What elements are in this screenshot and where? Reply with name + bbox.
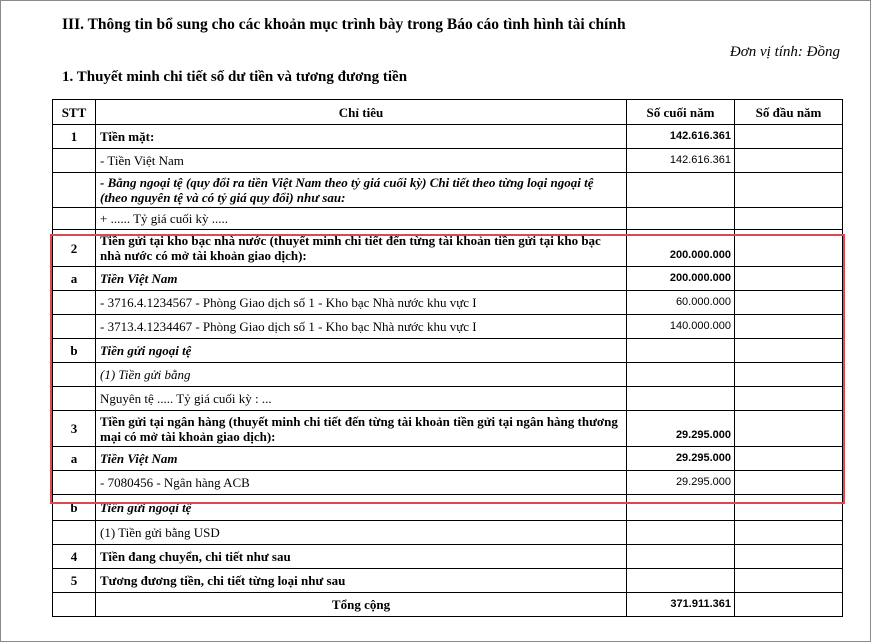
row-stt: a (53, 267, 96, 291)
row-stt (53, 173, 96, 208)
row-end-value (627, 569, 735, 593)
row-end-value (627, 363, 735, 387)
row-begin-value (735, 291, 843, 315)
row-stt (53, 471, 96, 495)
table-row (53, 447, 843, 471)
row-stt: a (53, 447, 96, 471)
row-begin-value (735, 208, 843, 230)
row-begin-value (735, 411, 843, 447)
row-label: Tiền gửi tại kho bạc nhà nước (thuyết minh chi tiết đến từng tài khoản tiền gửi tại kho bạc nhà nước có mở tài khoản giao dịch): (96, 230, 627, 267)
table-row (53, 339, 843, 363)
row-stt (53, 208, 96, 230)
row-label: - 7080456 - Ngân hàng ACB (96, 471, 627, 495)
table-row (53, 471, 843, 495)
table-row (53, 125, 843, 149)
row-begin-value (735, 495, 843, 521)
row-begin-value (735, 545, 843, 569)
row-label: Tiền gửi ngoại tệ (96, 495, 627, 521)
table-row (53, 569, 843, 593)
row-end-value (627, 387, 735, 411)
row-label: + ...... Tỷ giá cuối kỳ ..... (96, 208, 627, 230)
table-row (53, 363, 843, 387)
row-stt (53, 291, 96, 315)
row-begin-value (735, 339, 843, 363)
row-label: Tiền mặt: (96, 125, 627, 149)
row-begin-value (735, 471, 843, 495)
row-stt (53, 149, 96, 173)
row-label: - Bằng ngoại tệ (quy đổi ra tiền Việt Nam theo tỷ giá cuối kỳ) Chi tiết theo từng loại ngoại tệ (theo nguyên tệ và có tỷ giá quy đổi) như sau: (96, 173, 627, 208)
row-end-value: 142.616.361 (627, 149, 735, 173)
row-begin-value (735, 267, 843, 291)
row-stt: 2 (53, 230, 96, 267)
row-stt (53, 363, 96, 387)
row-label: - 3713.4.1234467 - Phòng Giao dịch số 1 - Kho bạc Nhà nước khu vực I (96, 315, 627, 339)
row-label: Nguyên tệ ..... Tỷ giá cuối kỳ : ... (96, 387, 627, 411)
header-end-of-year: Số cuối năm (627, 100, 735, 125)
total-end-value: 371.911.361 (627, 593, 735, 617)
table-row (53, 208, 843, 230)
row-label: Tiền đang chuyển, chi tiết như sau (96, 545, 627, 569)
row-end-value (627, 339, 735, 363)
row-end-value (627, 495, 735, 521)
row-begin-value (735, 569, 843, 593)
total-row (53, 593, 843, 617)
row-end-value: 29.295.000 (627, 411, 735, 447)
row-begin-value (735, 447, 843, 471)
subsection-heading: 1. Thuyết minh chi tiết số dư tiền và tương đương tiền (62, 69, 408, 85)
row-stt: 5 (53, 569, 96, 593)
row-stt: b (53, 495, 96, 521)
table-row (53, 411, 843, 447)
header-indicator: Chỉ tiêu (96, 100, 627, 125)
row-begin-value (735, 230, 843, 267)
table-row (53, 173, 843, 208)
table-row (53, 545, 843, 569)
row-begin-value (735, 387, 843, 411)
row-end-value (627, 521, 735, 545)
row-label: Tiền Việt Nam (96, 267, 627, 291)
total-label: Tổng cộng (96, 593, 627, 617)
row-label: Tương đương tiền, chi tiết từng loại như sau (96, 569, 627, 593)
table-row (53, 387, 843, 411)
table-row (53, 521, 843, 545)
row-end-value (627, 208, 735, 230)
table-row (53, 495, 843, 521)
header-beginning-of-year: Số đầu năm (735, 100, 843, 125)
header-stt: STT (53, 100, 96, 125)
row-stt (53, 387, 96, 411)
row-end-value: 142.616.361 (627, 125, 735, 149)
row-stt (53, 315, 96, 339)
row-label: - Tiền Việt Nam (96, 149, 627, 173)
row-begin-value (735, 315, 843, 339)
table-header-row (53, 100, 843, 125)
row-label: Tiền gửi ngoại tệ (96, 339, 627, 363)
row-end-value: 140.000.000 (627, 315, 735, 339)
row-label: (1) Tiền gửi bằng (96, 363, 627, 387)
total-stt (53, 593, 96, 617)
row-end-value: 29.295.000 (627, 471, 735, 495)
row-begin-value (735, 363, 843, 387)
row-stt (53, 521, 96, 545)
table-row (53, 267, 843, 291)
row-end-value: 200.000.000 (627, 267, 735, 291)
section-heading: III. Thông tin bổ sung cho các khoản mục trình bày trong Báo cáo tình hình tài chính (62, 16, 626, 33)
row-stt: 3 (53, 411, 96, 447)
row-begin-value (735, 125, 843, 149)
row-stt: 4 (53, 545, 96, 569)
cash-balance-table (52, 99, 843, 617)
row-begin-value (735, 149, 843, 173)
row-end-value (627, 545, 735, 569)
row-end-value: 29.295.000 (627, 447, 735, 471)
row-label: Tiền Việt Nam (96, 447, 627, 471)
row-label: Tiền gửi tại ngân hàng (thuyết minh chi tiết đến từng tài khoản tiền gửi tại ngân hàng thương mại có mở tài khoản giao dịch): (96, 411, 627, 447)
row-label: - 3716.4.1234567 - Phòng Giao dịch số 1 - Kho bạc Nhà nước khu vực I (96, 291, 627, 315)
table-row (53, 149, 843, 173)
row-end-value (627, 173, 735, 208)
row-begin-value (735, 173, 843, 208)
total-begin-value (735, 593, 843, 617)
unit-label: Đơn vị tính: Đồng (729, 44, 840, 60)
row-begin-value (735, 521, 843, 545)
table-row (53, 230, 843, 267)
row-label: (1) Tiền gửi bằng USD (96, 521, 627, 545)
row-stt: 1 (53, 125, 96, 149)
table-row (53, 315, 843, 339)
row-stt: b (53, 339, 96, 363)
row-end-value: 200.000.000 (627, 230, 735, 267)
row-end-value: 60.000.000 (627, 291, 735, 315)
table-row (53, 291, 843, 315)
